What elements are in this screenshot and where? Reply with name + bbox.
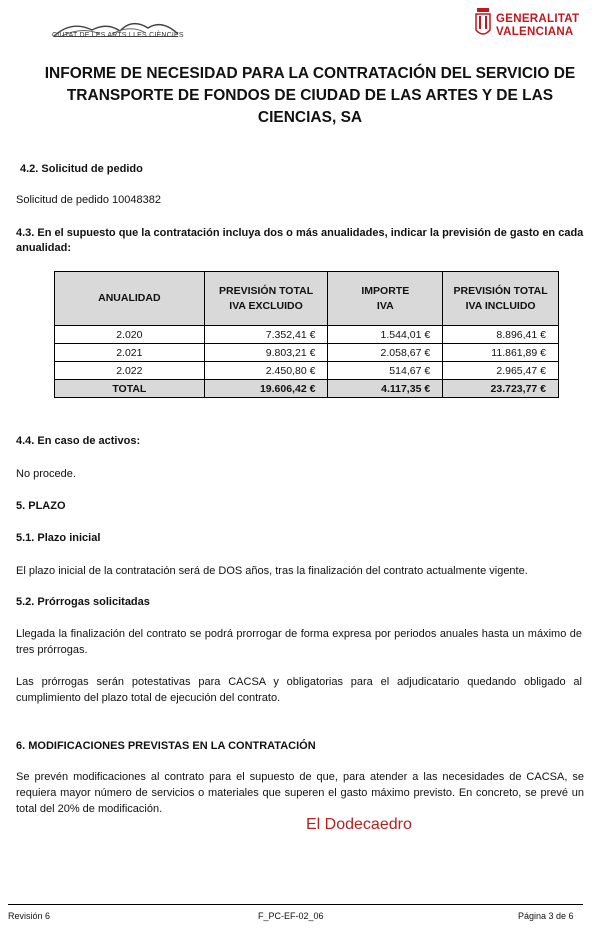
- cell-total-label: TOTAL: [55, 380, 205, 398]
- col-header-importe-iva: [328, 272, 443, 326]
- col-header-prevision-incluido: [443, 272, 559, 326]
- col-header-anualidad: ANUALIDAD: [55, 272, 205, 326]
- cell-anualidad: 2.022: [55, 362, 205, 380]
- cell-iva-excluido: 9.803,21 €: [204, 344, 328, 362]
- col-header-importe-line2: IVA: [376, 299, 394, 312]
- heading-6: 6. MODIFICACIONES PREVISTAS EN LA CONTRATACIÓN: [16, 740, 316, 752]
- table-row: [55, 344, 559, 362]
- heading-4-2: 4.2. Solicitud de pedido: [20, 163, 143, 175]
- document-title: [30, 63, 590, 129]
- watermark-text: El Dodecaedro: [306, 816, 412, 833]
- heading-5-1: 5.1. Plazo inicial: [16, 532, 101, 544]
- generalitat-line1: GENERALITAT: [496, 13, 580, 25]
- text-solicitud-pedido: Solicitud de pedido 10048382: [16, 194, 161, 206]
- table-total-row: [55, 380, 559, 398]
- cell-iva-incluido: 2.965,47 €: [443, 362, 559, 380]
- col-header-prev-excl-line1: PREVISIÓN TOTAL: [218, 284, 314, 297]
- title-line-2: TRANSPORTE DE FONDOS DE CIUDAD DE LAS ARTES Y DE LAS: [66, 87, 554, 104]
- cell-anualidad: 2.020: [55, 326, 205, 344]
- heading-4-3: 4.3. En el supuesto que la contratación incluya dos o más anualidades, indicar la previsión de gasto en cada anualidad:: [16, 227, 584, 254]
- col-header-prev-incl-line1: PREVISIÓN TOTAL: [453, 284, 548, 297]
- cell-importe-iva: 514,67 €: [328, 362, 443, 380]
- cell-importe-iva: 1.544,01 €: [328, 326, 443, 344]
- cell-anualidad: 2.021: [55, 344, 205, 362]
- cell-total-importe-iva: 4.117,35 €: [328, 380, 443, 398]
- text-prorrogas-2: Las prórrogas serán potestativas para CACSA y obligatorias para el adjudicatario quedando obligado al cumplimiento del plazo total de ejecución del contrato.: [16, 676, 582, 704]
- text-prorrogas-1: Llegada la finalización del contrato se podrá prorrogar de forma expresa por periodos anuales hasta un máximo de tres prórrogas.: [16, 628, 582, 656]
- footer-page-number: Página 3 de 6: [518, 911, 574, 921]
- table-row: [55, 362, 559, 380]
- col-header-prev-excl-line2: IVA EXCLUIDO: [229, 299, 303, 312]
- heading-5: 5. PLAZO: [16, 500, 66, 512]
- anualidades-table: [54, 271, 559, 398]
- heading-4-4: 4.4. En caso de activos:: [16, 435, 141, 447]
- cell-importe-iva: 2.058,67 €: [328, 344, 443, 362]
- col-header-prevision-excluido: [204, 272, 328, 326]
- text-plazo-inicial: El plazo inicial de la contratación será de DOS años, tras la finalización del contrato actualmente vigente.: [16, 565, 528, 577]
- heading-5-2: 5.2. Prórrogas solicitadas: [16, 596, 150, 608]
- table-header-row: [55, 272, 559, 326]
- ciutat-arts-logo-text: CIUTAT DE LES ARTS I LES CIÈNCIES: [52, 32, 184, 39]
- cell-total-iva-incluido: 23.723,77 €: [443, 380, 559, 398]
- col-header-importe-line1: IMPORTE: [361, 284, 410, 297]
- text-no-procede: No procede.: [16, 468, 76, 480]
- text-modificaciones: Se prevén modificaciones al contrato para el supuesto de que, para atender a las necesidades de CACSA, se requiera mayor número de servicios o materiales que superen el gasto máximo previsto. En concreto, se prevé un total del 20% de modificación.: [16, 771, 584, 815]
- footer-revision: Revisión 6: [8, 911, 51, 921]
- cell-iva-incluido: 11.861,89 €: [443, 344, 559, 362]
- cell-total-iva-excluido: 19.606,42 €: [204, 380, 328, 398]
- title-line-1: INFORME DE NECESIDAD PARA LA CONTRATACIÓN DEL SERVICIO DE: [44, 65, 576, 82]
- generalitat-emblem-icon: [474, 6, 492, 40]
- col-header-prev-incl-line2: IVA INCLUIDO: [465, 299, 536, 312]
- footer-code: F_PC-EF-02_06: [258, 911, 324, 921]
- cell-iva-excluido: 7.352,41 €: [204, 326, 328, 344]
- cell-iva-excluido: 2.450,80 €: [204, 362, 328, 380]
- generalitat-line2: VALENCIANA: [496, 26, 574, 38]
- title-line-3: CIENCIAS, SA: [257, 109, 363, 126]
- cell-iva-incluido: 8.896,41 €: [443, 326, 559, 344]
- footer-divider: [8, 904, 583, 905]
- generalitat-logo-text: [496, 13, 579, 39]
- table-row: [55, 326, 559, 344]
